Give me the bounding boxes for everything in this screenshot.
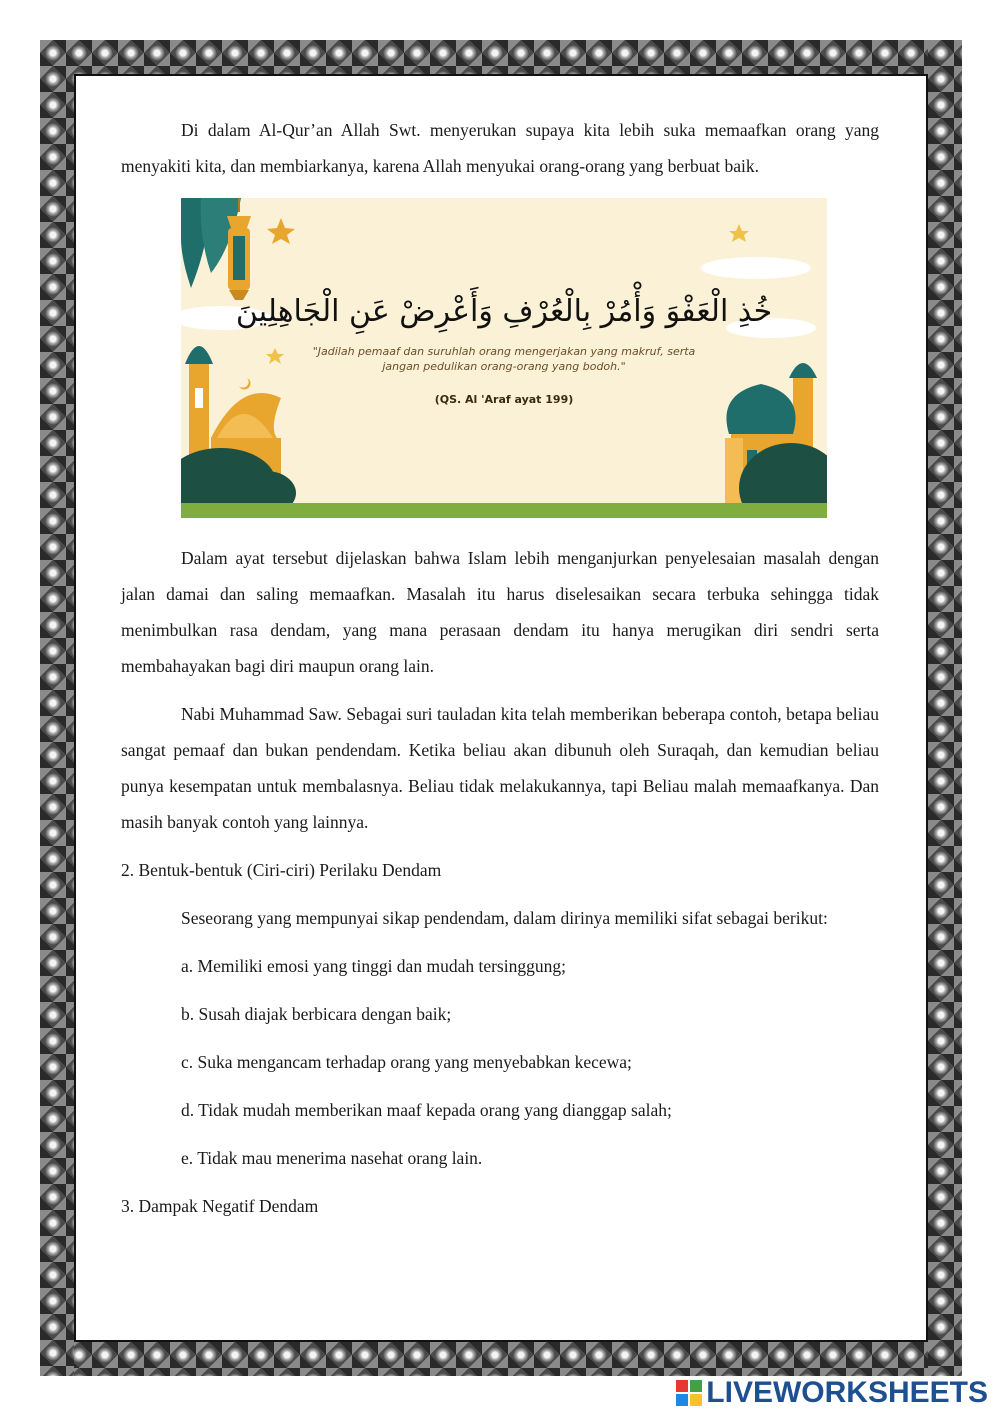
frame-bottom-border xyxy=(40,1342,962,1376)
quran-verse-banner xyxy=(181,198,827,518)
frame-right-border xyxy=(928,40,962,1376)
paragraph-4: Seseorang yang mempunyai sikap pendendam, dalam dirinya memiliki sifat sebagai berikut: xyxy=(181,908,828,928)
liveworksheets-logo[interactable] xyxy=(676,1376,988,1410)
section-heading-2: 2. Bentuk-bentuk (Ciri-ciri) Perilaku Dendam xyxy=(121,860,442,880)
list-item: c. Suka mengancam terhadap orang yang menyebabkan kecewa; xyxy=(181,1052,632,1072)
arabic-verse: خُذِ الْعَفْوَ وَأْمُرْ بِالْعُرْفِ وَأَعْرِضْ عَنِ الْجَاهِلِينَ xyxy=(235,294,773,329)
list-item: d. Tidak mudah memberikan maaf kepada orang yang dianggap salah; xyxy=(181,1100,672,1120)
list-item: a. Memiliki emosi yang tinggi dan mudah tersinggung; xyxy=(181,956,566,976)
page-content xyxy=(121,112,879,1236)
verse-translation: "Jadilah pemaaf dan suruhlah orang mengerjakan yang makruf, serta jangan pedulikan orang-orang yang bodoh." xyxy=(312,345,696,373)
paragraph-3: Nabi Muhammad Saw. Sebagai suri tauladan kita telah memberikan beberapa contoh, betapa beliau sangat pemaaf dan bukan pendendam. Ketika beliau akan dibunuh oleh Suraqah, dan kemudian beliau punya kesempatan untuk membalasnya. Beliau tidak melakukannya, tapi Beliau malah memaafkanya. Dan masih banyak contoh yang lainnya. xyxy=(121,704,879,832)
verse-reference: (QS. Al 'Araf ayat 199) xyxy=(434,393,574,406)
frame-top-border xyxy=(40,40,962,74)
list-item: b. Susah diajak berbicara dengan baik; xyxy=(181,1004,452,1024)
paragraph-2: Dalam ayat tersebut dijelaskan bahwa Islam lebih menganjurkan penyelesaian masalah dengan jalan damai dan saling memaafkan. Masalah itu harus diselesaikan secara terbuka sehingga tidak menimbulkan rasa dendam, yang mana perasaan dendam itu hanya merugikan diri sendri serta membahayakan bagi diri maupun orang lain. xyxy=(121,548,879,676)
logo-grid-icon xyxy=(676,1380,702,1406)
intro-paragraph: Di dalam Al-Qur’an Allah Swt. menyerukan supaya kita lebih suka memaafkan orang yang menyakiti kita, dan membiarkanya, karena Allah menyukai orang-orang yang berbuat baik. xyxy=(121,120,879,176)
brand-name: LIVEWORKSHEETS xyxy=(706,1376,988,1409)
section-heading-3: 3. Dampak Negatif Dendam xyxy=(121,1196,319,1216)
frame-left-border xyxy=(40,40,74,1376)
list-item: e. Tidak mau menerima nasehat orang lain. xyxy=(181,1148,483,1168)
